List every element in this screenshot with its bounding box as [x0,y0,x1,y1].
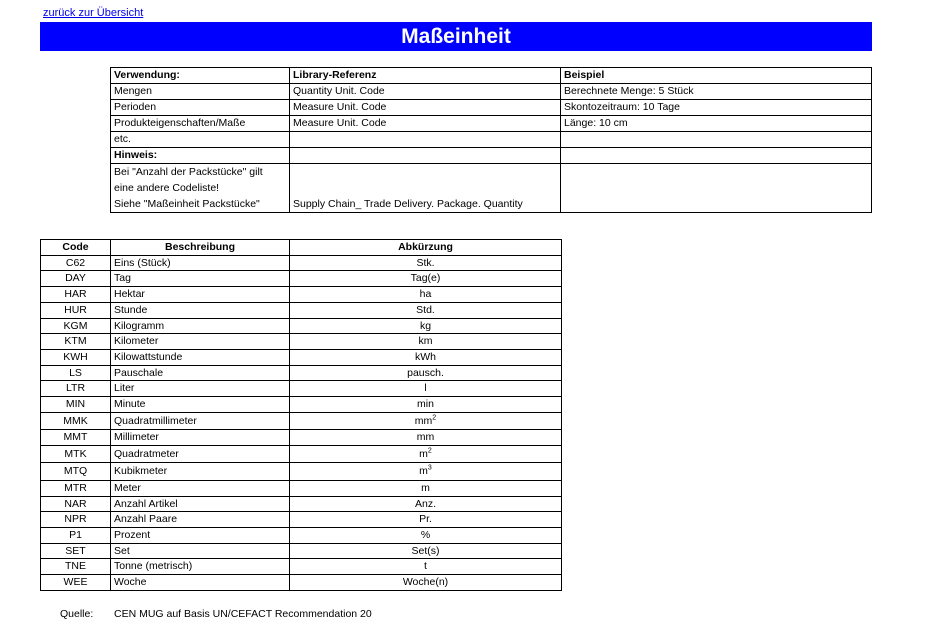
usage-row [111,116,872,132]
unit-code: HUR [41,302,111,318]
unit-code: DAY [41,271,111,287]
header-example: Beispiel [561,68,872,84]
unit-abbreviation [290,397,562,413]
abbreviation-exponent: 2 [432,414,437,422]
abbreviation-text: Std. [416,303,435,316]
usage-row [111,84,872,100]
units-table [40,239,562,591]
abbreviation-text: pausch. [407,366,444,379]
usage-table-header [111,68,872,84]
abbreviation-exponent: 2 [427,447,432,455]
unit-code: NAR [41,496,111,512]
back-to-overview-link[interactable]: zurück zur Übersicht [43,7,144,19]
table-row [41,512,562,528]
reference-cell: Quantity Unit. Code [290,84,561,100]
abbreviation-text: mm [414,414,433,427]
unit-abbreviation [290,528,562,544]
source-text: CEN MUG auf Basis UN/CEFACT Recommendation 20 [114,608,372,620]
example-cell: Länge: 10 cm [561,116,872,132]
header-library-reference: Library-Referenz [290,68,561,84]
unit-abbreviation [290,445,562,463]
note-line: Bei "Anzahl der Packstücke" gilt [114,166,263,178]
unit-description: Kilogramm [111,318,290,334]
unit-code: MMT [41,430,111,446]
table-row [41,365,562,381]
unit-code: MTQ [41,463,111,481]
example-cell: Berechnete Menge: 5 Stück [561,84,872,100]
unit-description: Set [111,543,290,559]
unit-code: SET [41,543,111,559]
abbreviation-text: m [421,481,430,494]
note-line: Siehe "Maßeinheit Packstücke" [114,198,260,210]
unit-description: Tag [111,271,290,287]
unit-abbreviation [290,318,562,334]
unit-code: C62 [41,255,111,271]
table-row [41,302,562,318]
header-usage: Verwendung: [111,68,290,84]
unit-description: Meter [111,480,290,496]
usage-row [111,100,872,116]
unit-description: Kubikmeter [111,463,290,481]
table-row [41,463,562,481]
note-reference: Supply Chain_ Trade Delivery. Package. Quantity [290,164,561,213]
table-row [41,445,562,463]
unit-description: Quadratmeter [111,445,290,463]
abbreviation-text: t [424,560,427,573]
table-row [41,255,562,271]
unit-abbreviation [290,543,562,559]
header-code: Code [41,240,111,256]
header-abbreviation: Abkürzung [290,240,562,256]
usage-cell: Produkteigenschaften/Maße [111,116,290,132]
unit-abbreviation [290,575,562,591]
unit-description: Liter [111,381,290,397]
units-table-header [41,240,562,256]
unit-code: LTR [41,381,111,397]
abbreviation-text: Anz. [414,497,436,510]
unit-code: KGM [41,318,111,334]
note-label: Hinweis: [111,148,290,164]
unit-description: Kilowattstunde [111,349,290,365]
abbreviation-text: kWh [415,350,436,363]
unit-code: KWH [41,349,111,365]
unit-abbreviation [290,287,562,303]
unit-description: Minute [111,397,290,413]
note-line: eine andere Codeliste! [114,182,220,194]
abbreviation-text: m [419,465,428,478]
unit-abbreviation [290,334,562,350]
usage-row [111,132,872,148]
unit-abbreviation [290,349,562,365]
abbreviation-text: % [420,529,431,542]
table-row [41,381,562,397]
unit-abbreviation [290,255,562,271]
table-row [41,480,562,496]
abbreviation-text: kg [419,319,432,332]
reference-cell [290,132,561,148]
unit-abbreviation [290,381,562,397]
unit-description: Millimeter [111,430,290,446]
abbreviation-text: Woche(n) [402,576,449,589]
unit-abbreviation [290,559,562,575]
abbreviation-exponent: 3 [427,464,432,472]
table-row [41,559,562,575]
unit-description: Stunde [111,302,290,318]
abbreviation-text: Stk. [416,256,435,269]
abbreviation-text: m [419,447,428,460]
table-row [41,528,562,544]
note-row [111,164,872,213]
unit-code: MIN [41,397,111,413]
unit-description: Kilometer [111,334,290,350]
unit-code: WEE [41,575,111,591]
abbreviation-text: Pr. [419,513,432,526]
example-cell: Skontozeitraum: 10 Tage [561,100,872,116]
note-text [111,164,290,213]
abbreviation-text: Tag(e) [410,272,441,285]
abbreviation-text: l [424,382,427,395]
abbreviation-text: ha [419,288,432,301]
unit-description: Woche [111,575,290,591]
unit-code: MTK [41,445,111,463]
table-row [41,496,562,512]
page-title: Maßeinheit [40,22,872,51]
unit-abbreviation [290,412,562,430]
note-header-row [111,148,872,164]
unit-description: Anzahl Artikel [111,496,290,512]
usage-cell: Mengen [111,84,290,100]
table-row [41,349,562,365]
unit-code: LS [41,365,111,381]
abbreviation-text: km [418,335,433,348]
units-table-body [41,255,562,590]
unit-description: Hektar [111,287,290,303]
unit-description: Pauschale [111,365,290,381]
table-row [41,412,562,430]
unit-code: P1 [41,528,111,544]
unit-abbreviation [290,496,562,512]
reference-cell: Measure Unit. Code [290,100,561,116]
usage-cell: etc. [111,132,290,148]
unit-description: Eins (Stück) [111,255,290,271]
abbreviation-text: Set(s) [411,544,440,557]
unit-code: MMK [41,412,111,430]
unit-description: Anzahl Paare [111,512,290,528]
unit-abbreviation [290,365,562,381]
table-row [41,430,562,446]
table-row [41,543,562,559]
unit-code: KTM [41,334,111,350]
table-row [41,334,562,350]
unit-code: NPR [41,512,111,528]
table-row [41,318,562,334]
unit-code: MTR [41,480,111,496]
unit-abbreviation [290,512,562,528]
unit-description: Quadratmillimeter [111,412,290,430]
table-row [41,397,562,413]
usage-table [110,67,872,213]
unit-abbreviation [290,430,562,446]
unit-abbreviation [290,271,562,287]
table-row [41,575,562,591]
example-cell [561,132,872,148]
table-row [41,271,562,287]
header-description: Beschreibung [111,240,290,256]
source-label: Quelle: [60,608,94,620]
unit-abbreviation [290,463,562,481]
abbreviation-text: min [417,398,434,411]
reference-cell: Measure Unit. Code [290,116,561,132]
unit-code: TNE [41,559,111,575]
unit-abbreviation [290,302,562,318]
unit-description: Tonne (metrisch) [111,559,290,575]
table-row [41,287,562,303]
abbreviation-text: mm [416,431,435,444]
unit-code: HAR [41,287,111,303]
usage-cell: Perioden [111,100,290,116]
unit-abbreviation [290,480,562,496]
unit-description: Prozent [111,528,290,544]
